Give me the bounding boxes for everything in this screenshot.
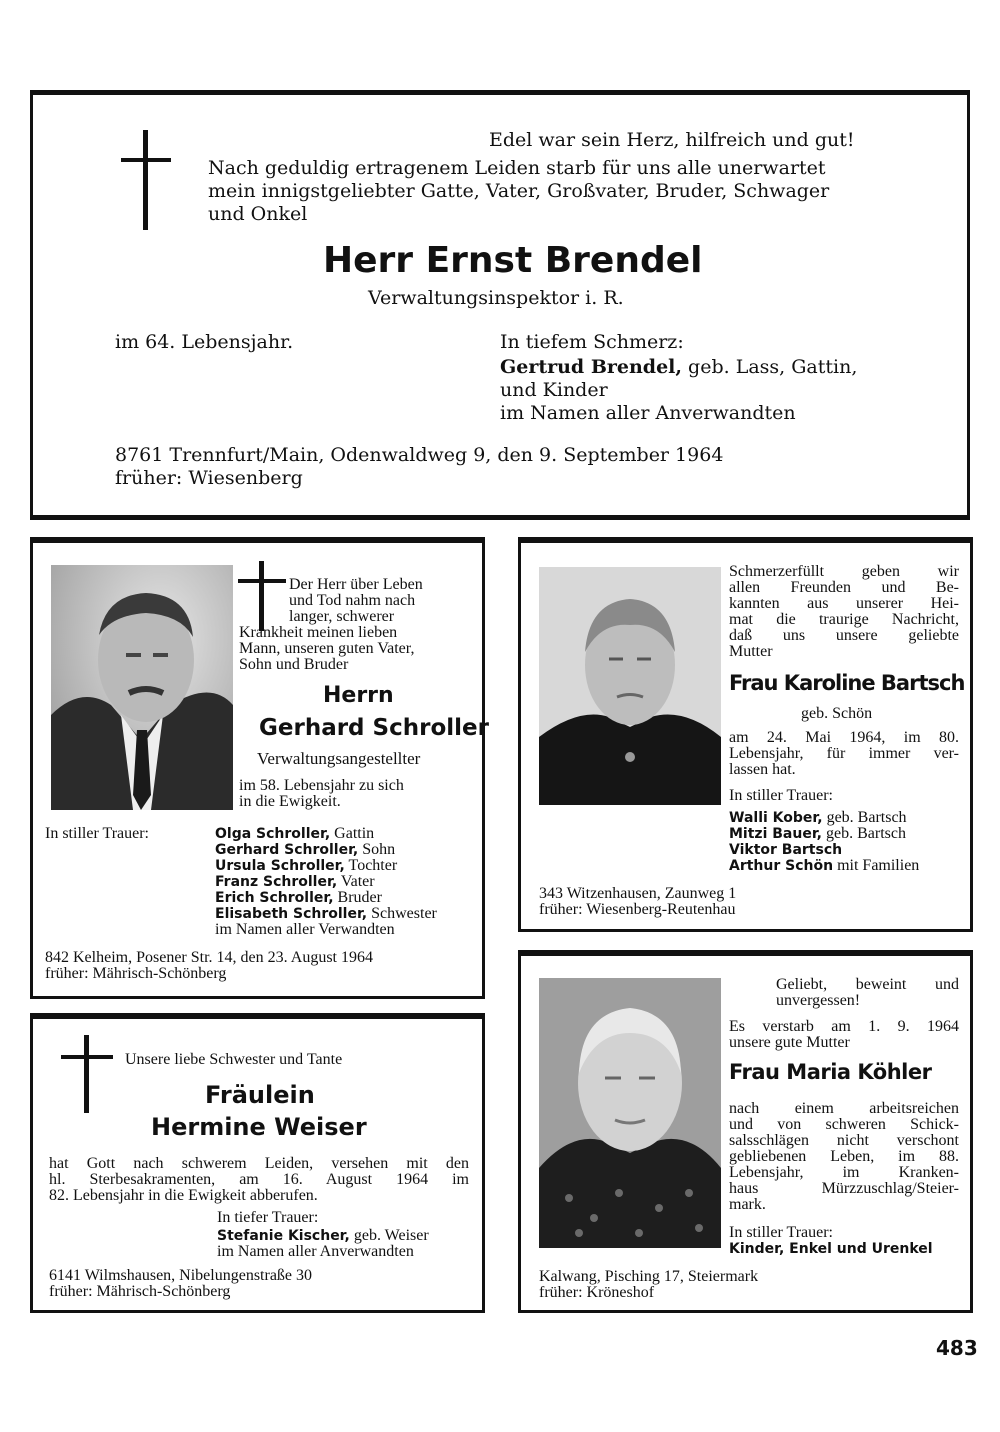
deceased-name: Frau Karoline Bartsch — [729, 671, 965, 695]
body-line: nach einem arbeitsreichen — [729, 1100, 959, 1117]
intro-line: Nach geduldig ertragenem Leiden starb für uns alle unerwartet — [208, 157, 826, 179]
intro-line: langer, schwerer — [289, 608, 395, 625]
mourner: Elisabeth Schroller, Schwester — [215, 905, 437, 922]
intro-line: Mann, unseren guten Vater, — [239, 640, 415, 657]
deceased-name: Hermine Weiser — [151, 1113, 367, 1141]
notice-karoline-bartsch — [518, 537, 973, 932]
mourning-intro: In stiller Trauer: — [729, 787, 833, 804]
notice-ernst-brendel — [30, 90, 970, 520]
deceased-title: Verwaltungsangestellter — [257, 749, 421, 768]
body-line: Lebensjahr, für immer ver- — [729, 745, 959, 762]
mourning-intro: In tiefem Schmerz: — [500, 331, 684, 353]
intro-line: Mutter — [729, 643, 773, 660]
mourner: Walli Kober, geb. Bartsch — [729, 809, 907, 826]
mourner: im Namen aller Anverwandten — [500, 402, 796, 424]
portrait-photo — [51, 565, 233, 810]
body-line: hl. Sterbesakramenten, am 16. August 1964 im — [49, 1171, 469, 1188]
mourning-intro: In tiefer Trauer: — [217, 1209, 319, 1226]
mourner: Gertrud Brendel, geb. Lass, Gattin, — [500, 356, 858, 378]
intro-line: Krankheit meinen lieben — [239, 624, 398, 641]
mourner: Viktor Bartsch — [729, 842, 843, 858]
salutation: Herrn — [323, 683, 394, 708]
body-line: am 24. Mai 1964, im 80. — [729, 729, 959, 746]
intro-line: allen Freunden und Be- — [729, 579, 959, 596]
intro-line: Der Herr über Leben — [289, 576, 423, 593]
salutation: Fräulein — [205, 1081, 315, 1109]
mourner: im Namen aller Verwandten — [215, 921, 395, 938]
cross-icon — [61, 1035, 113, 1113]
body-line: salsschlägen nicht verschont — [729, 1132, 959, 1149]
page-number: 483 — [936, 1336, 978, 1360]
mourning-intro: In stiller Trauer: — [729, 1224, 833, 1241]
notice-hermine-weiser — [30, 1013, 485, 1313]
mourner: und Kinder — [500, 379, 608, 401]
intro-line: Sohn und Bruder — [239, 656, 349, 673]
portrait-photo — [539, 567, 721, 805]
maiden-name: geb. Schön — [801, 705, 873, 722]
body-line: haus Mürzzuschlag/Steier- — [729, 1180, 959, 1197]
mourner: Stefanie Kischer, geb. Weiser — [217, 1227, 429, 1244]
address-line: 343 Witzenhausen, Zaunweg 1 — [539, 885, 737, 902]
mourners: Kinder, Enkel und Urenkel — [729, 1241, 933, 1257]
address-line: früher: Kröneshof — [539, 1284, 655, 1301]
motto: Edel war sein Herz, hilfreich und gut! — [489, 129, 855, 151]
body-line: mark. — [729, 1196, 766, 1213]
notice-gerhard-schroller — [30, 537, 489, 999]
portrait-photo — [539, 978, 721, 1248]
mourner: im Namen aller Anverwandten — [217, 1243, 414, 1260]
intro-line: und Tod nahm nach — [289, 592, 416, 609]
mourner: Mitzi Bauer, geb. Bartsch — [729, 825, 906, 842]
age-text: in die Ewigkeit. — [239, 793, 341, 810]
address-line: Kalwang, Pisching 17, Steiermark — [539, 1268, 759, 1285]
deceased-name: Frau Maria Köhler — [729, 1060, 932, 1084]
address-line: 842 Kelheim, Posener Str. 14, den 23. August 1964 — [45, 949, 373, 966]
body-line: lassen hat. — [729, 761, 796, 778]
motto: Geliebt, beweint und — [776, 976, 959, 993]
intro-line: Schmerzerfüllt geben wir — [729, 563, 959, 580]
intro-line: und Onkel — [208, 203, 308, 225]
body-line: Lebensjahr, im Kranken- — [729, 1164, 959, 1181]
address-line: früher: Wiesenberg-Reutenhau — [539, 901, 736, 918]
address-line: früher: Mährisch-Schönberg — [45, 965, 227, 982]
cross-icon — [121, 130, 171, 230]
age-text: im 58. Lebensjahr zu sich — [239, 777, 404, 794]
body-line: und von schweren Schick- — [729, 1116, 959, 1133]
age-text: im 64. Lebensjahr. — [115, 331, 294, 353]
mourner: Ursula Schroller, Tochter — [215, 857, 398, 874]
deceased-title: Verwaltungsinspektor i. R. — [368, 287, 624, 309]
mourner: Erich Schroller, Bruder — [215, 889, 382, 906]
mourner: Gerhard Schroller, Sohn — [215, 841, 396, 858]
intro-line: mein innigstgeliebter Gatte, Vater, Großvater, Bruder, Schwager — [208, 180, 830, 202]
address-line: 6141 Wilmshausen, Nibelungenstraße 30 — [49, 1267, 313, 1284]
deceased-name: Gerhard Schroller — [259, 715, 489, 741]
address-line: früher: Mährisch-Schönberg — [49, 1283, 231, 1300]
address-line: früher: Wiesenberg — [115, 467, 303, 489]
notice-maria-koehler — [518, 950, 973, 1313]
body-line: gebliebenen Leben, im 88. — [729, 1148, 959, 1165]
cross-icon — [238, 561, 286, 631]
mourner: Olga Schroller, Gattin — [215, 825, 375, 842]
intro-line: unsere gute Mutter — [729, 1034, 850, 1051]
mourning-intro: In stiller Trauer: — [45, 825, 149, 842]
mourner: Franz Schroller, Vater — [215, 873, 375, 890]
intro-line: daß uns unsere geliebte — [729, 627, 959, 644]
motto: unvergessen! — [776, 992, 861, 1009]
address-line: 8761 Trennfurt/Main, Odenwaldweg 9, den 9. September 1964 — [115, 444, 724, 466]
deceased-name: Herr Ernst Brendel — [323, 240, 703, 281]
body-line: 82. Lebensjahr in die Ewigkeit abberufen. — [49, 1187, 318, 1204]
intro-line: kannten aus unserer Hei- — [729, 595, 959, 612]
mourner: Arthur Schön mit Familien — [729, 857, 920, 874]
body-line: hat Gott nach schwerem Leiden, versehen mit den — [49, 1155, 469, 1172]
intro-line: Unsere liebe Schwester und Tante — [125, 1051, 343, 1068]
intro-line: Es verstarb am 1. 9. 1964 — [729, 1018, 959, 1035]
intro-line: mat die traurige Nachricht, — [729, 611, 959, 628]
